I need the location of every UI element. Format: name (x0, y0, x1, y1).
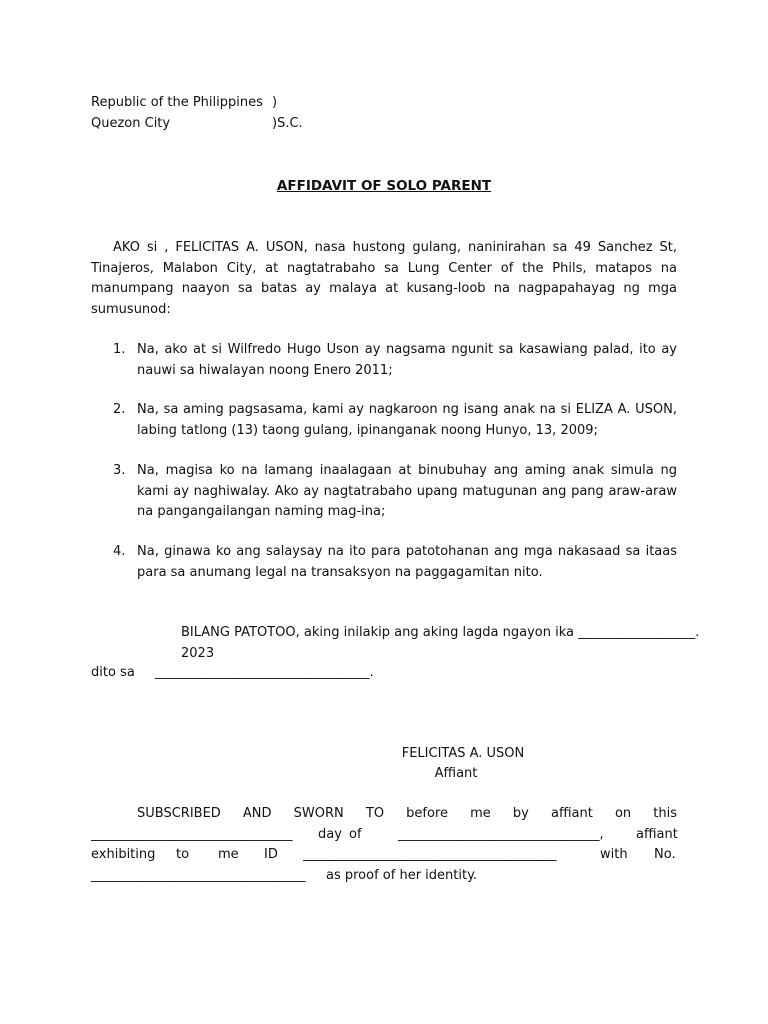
jurat-blank-4: _________________________________ (91, 868, 306, 883)
jurat-me: me (218, 847, 239, 862)
item-3-number: 3. (113, 463, 126, 478)
header-paren-1: ) (272, 95, 278, 110)
jurat-proof: as proof of her identity. (326, 868, 478, 883)
jurat-affiant: affiant (636, 827, 678, 842)
jurat-day: day (318, 827, 342, 842)
document-title: AFFIDAVIT OF SOLO PARENT (276, 178, 492, 194)
attest-line: BILANG PATOTOO, aking inilakip ang aking lagda ngayon ika __________________. (181, 625, 700, 640)
header-republic: Republic of the Philippines (91, 95, 263, 110)
header-city: Quezon City (91, 116, 171, 131)
affiant-role: Affiant (434, 766, 478, 781)
item-1-text: Na, ako at si Wilfredo Hugo Uson ay nagsama ngunit sa kasawiang palad, ito ay nauwi sa hiwalayan noong Enero 2011; (137, 342, 677, 378)
jurat-exhibiting: exhibiting (91, 847, 156, 862)
jurat-blank-1: _______________________________ (91, 827, 293, 842)
jurat-of: of (349, 827, 362, 842)
jurat-blank-3: _______________________________________ (303, 847, 557, 862)
item-2-number: 2. (113, 402, 126, 417)
affiant-name: FELICITAS A. USON (401, 746, 525, 761)
item-3-text: Na, magisa ko na lamang inaalagaan at binubuhay ang aming anak simula ng kami ay naghiwalay. Ako ay nagtatrabaho upang matugunan ang pang araw-araw na pangangailangan naming mag-ina; (137, 463, 677, 519)
jurat-blank-2: _______________________________, (398, 827, 604, 842)
jurat-to: to (176, 847, 190, 862)
jurat-with: with (600, 847, 628, 862)
jurat-id: ID (264, 847, 278, 862)
dito-sa-label: dito sa (91, 665, 135, 680)
header-sc: )S.C. (272, 116, 303, 131)
item-4-number: 4. (113, 544, 126, 559)
jurat-no: No. (654, 847, 676, 862)
jurat-line-1: SUBSCRIBED AND SWORN TO before me by affiant on this (137, 806, 677, 821)
attest-year: 2023 (181, 646, 215, 661)
item-1-number: 1. (113, 342, 126, 357)
item-2-text: Na, sa aming pagsasama, kami ay nagkaroon ng isang anak na si ELIZA A. USON, labing tatlong (13) taong gulang, ipinanganak noong Hunyo, 13, 2009; (137, 402, 677, 438)
item-4-text: Na, ginawa ko ang salaysay na ito para patotohanan ang mga nakasaad sa itaas para sa anumang legal na transaksyon na paggagamitan nito. (137, 544, 677, 580)
intro-paragraph: AKO si , FELICITAS A. USON, nasa hustong gulang, naninirahan sa 49 Sanchez St, Tinajeros, Malabon City, at nagtatrabaho sa Lung Center of the Phils, matapos na manumpang naayon sa batas ay malaya at kusang-loob na nagpapahayag ng mga sumusunod: (91, 240, 677, 317)
dito-sa-blank: _________________________________. (155, 665, 374, 680)
